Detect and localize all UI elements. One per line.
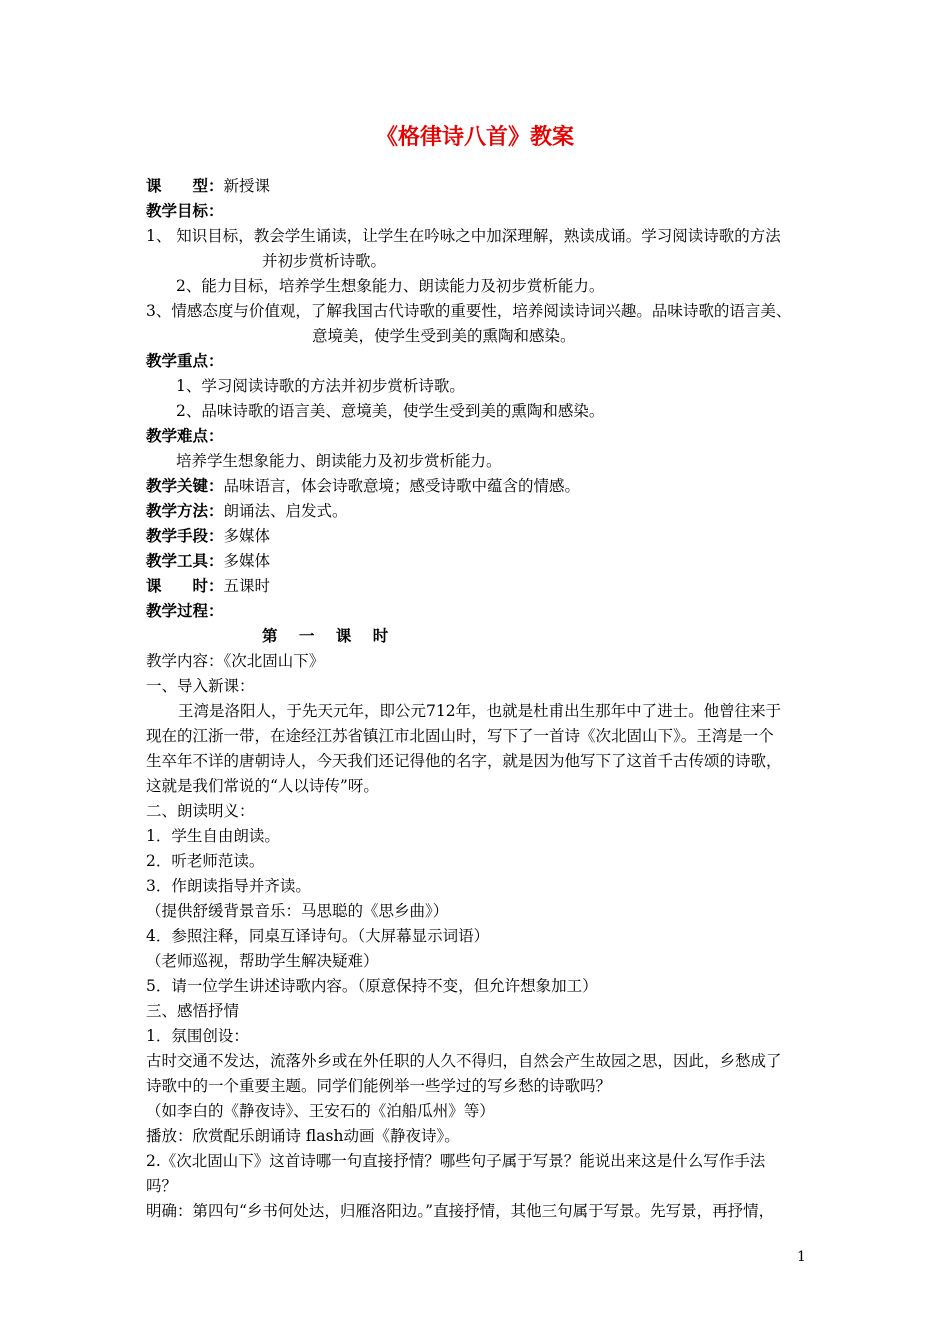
key-label: 教学重点： — [146, 351, 224, 370]
intro-paragraph-line: 现在的江浙一带，在途经江苏省镇江市北固山时，写下了一首诗《次北固山下》。王湾是一个 — [146, 727, 774, 745]
feel-play: 播放：欣赏配乐朗诵诗 flash动画《静夜诗》。 — [146, 1127, 460, 1145]
means-value: 多媒体 — [223, 527, 271, 545]
read-note: （老师巡视，帮助学生解决疑难） — [146, 952, 379, 970]
method-row — [146, 501, 348, 521]
goal-1b: 并初步赏析诗歌。 — [262, 252, 387, 270]
process-label: 教学过程： — [146, 601, 224, 620]
crux-row — [146, 476, 580, 496]
type-label: 课 型： — [146, 176, 224, 195]
difficulty-1: 培养学生想象能力、朗读能力及初步赏析能力。 — [176, 452, 502, 470]
method-value: 朗诵法、启发式。 — [223, 502, 348, 520]
method-label: 教学方法： — [146, 501, 224, 520]
hours-label: 课 时： — [146, 576, 224, 595]
hours-value: 五课时 — [223, 577, 271, 595]
tools-value: 多媒体 — [223, 552, 271, 570]
feel-paragraph-line: 古时交通不发达，流落外乡或在外任职的人久不得归，自然会产生故园之思，因此，乡愁成了 — [146, 1052, 782, 1070]
crux-value: 品味语言，体会诗歌意境；感受诗歌中蕴含的情感。 — [223, 477, 581, 495]
key-2: 2、品味诗歌的语言美、意境美，使学生受到美的熏陶和感染。 — [176, 402, 605, 420]
feel-answer: 明确：第四句“乡书何处达，归雁洛阳边。”直接抒情，其他三句属于写景。先写景，再抒情， — [146, 1202, 775, 1220]
feel-step-cont: 吗？ — [146, 1177, 178, 1195]
page-title: 《格律诗八首》教案 — [375, 124, 574, 150]
read-step: 1．学生自由朗读。 — [146, 827, 280, 845]
goals-label: 教学目标： — [146, 201, 224, 220]
feel-step: 2.《次北固山下》这首诗哪一句直接抒情？哪些句子属于写景？能说出来这是什么写作手法 — [146, 1152, 766, 1170]
intro-paragraph-line: 王湾是洛阳人，于先天元年，即公元712年，也就是杜甫出生那年中了进士。他曾往来于 — [178, 702, 782, 720]
read-step: 5．请一位学生讲述诗歌内容。（原意保持不变，但允许想象加工） — [146, 977, 598, 995]
read-heading: 二、朗读明义： — [146, 802, 255, 820]
goal-3b: 意境美，使学生受到美的熏陶和感染。 — [312, 327, 576, 345]
intro-paragraph-line: 生卒年不详的唐朝诗人，今天我们还记得他的名字，就是因为他写下了这首千古传颂的诗歌， — [146, 752, 782, 770]
lesson-heading: 第 一 课 时 — [262, 626, 395, 645]
lesson-content: 教学内容：《次北固山下》 — [146, 652, 325, 670]
read-step: 3．作朗读指导并齐读。 — [146, 877, 311, 895]
goal-1a: 1、 知识目标，教会学生诵读，让学生在吟咏之中加深理解，熟读成诵。学习阅读诗歌的方法 — [146, 227, 781, 245]
tools-row — [146, 551, 270, 571]
difficulty-label: 教学难点： — [146, 426, 224, 445]
read-note: （提供舒缓背景音乐：马思聪的《思乡曲》） — [146, 902, 449, 920]
tools-label: 教学工具： — [146, 551, 224, 570]
means-row — [146, 526, 270, 546]
page-number: 1 — [797, 1249, 806, 1265]
intro-paragraph-line: 这就是我们常说的“人以诗传”呀。 — [146, 777, 379, 795]
hours-row — [146, 576, 270, 596]
crux-label: 教学关键： — [146, 476, 224, 495]
goal-2: 2、能力目标，培养学生想象能力、朗读能力及初步赏析能力。 — [176, 277, 605, 295]
key-1: 1、学习阅读诗歌的方法并初步赏析诗歌。 — [176, 377, 465, 395]
feel-note: （如李白的《静夜诗》、王安石的《泊船瓜州》等） — [146, 1102, 495, 1120]
type-value: 新授课 — [223, 177, 271, 195]
read-step: 4．参照注释，同桌互译诗句。（大屏幕显示词语） — [146, 927, 490, 945]
intro-heading: 一、导入新课： — [146, 677, 255, 695]
feel-heading: 三、感悟抒情 — [146, 1002, 240, 1020]
read-step: 2．听老师范读。 — [146, 852, 265, 870]
goal-3a: 3、情感态度与价值观，了解我国古代诗歌的重要性，培养阅读诗词兴趣。品味诗歌的语言美、 — [146, 302, 792, 320]
feel-step: 1．氛围创设： — [146, 1027, 249, 1045]
type-row — [146, 176, 270, 196]
feel-paragraph-line: 诗歌中的一个重要主题。同学们能例举一些学过的写乡愁的诗歌吗？ — [146, 1077, 612, 1095]
means-label: 教学手段： — [146, 526, 224, 545]
